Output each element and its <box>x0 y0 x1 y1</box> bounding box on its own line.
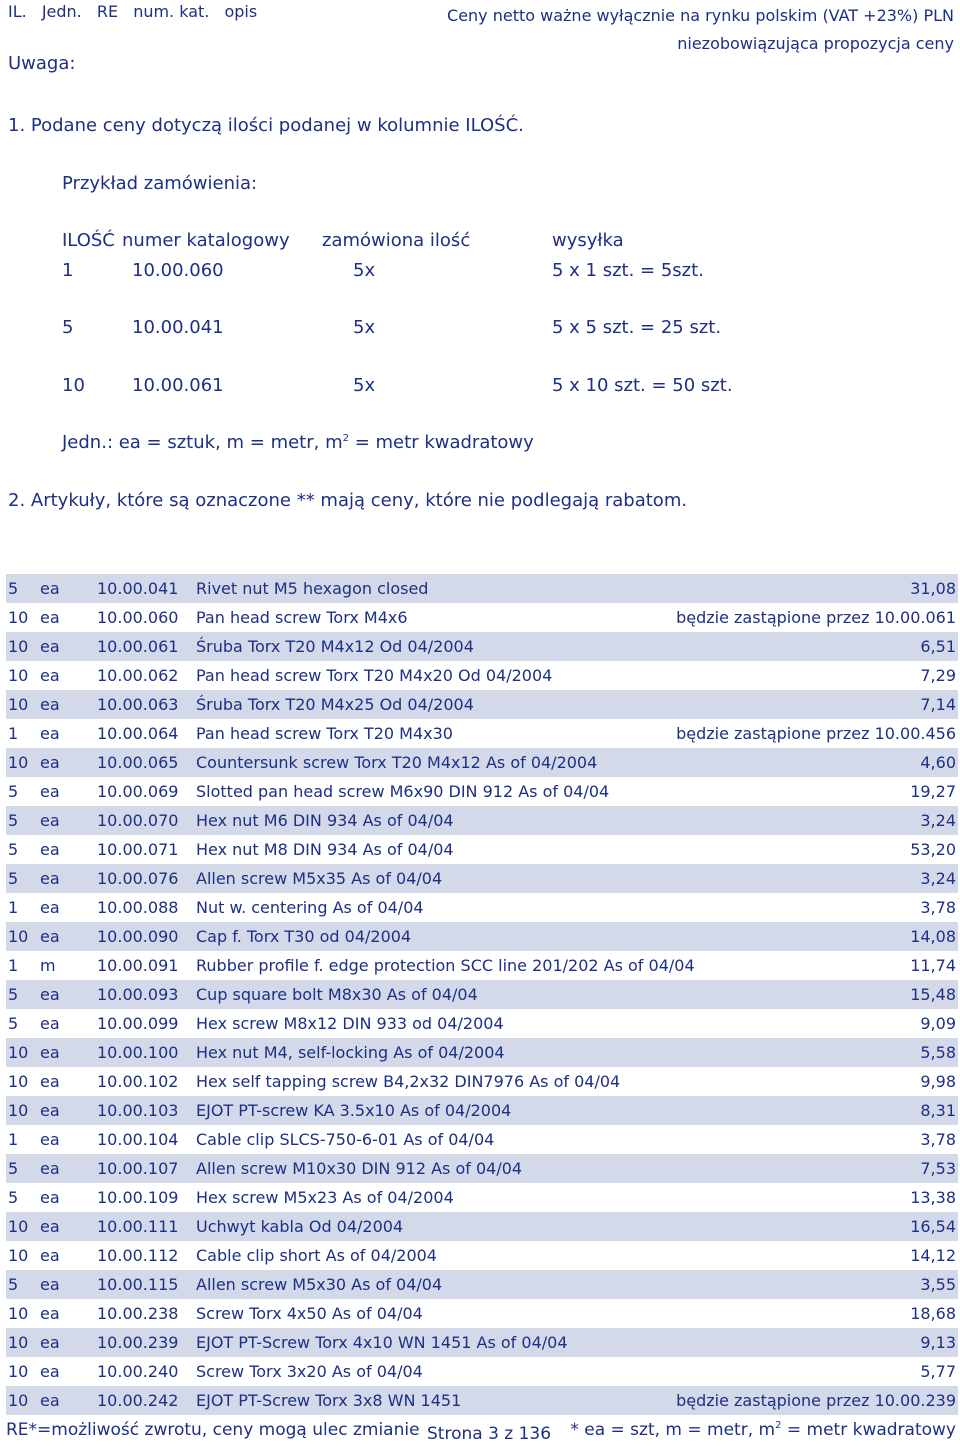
row-description: Hex nut M8 DIN 934 As of 04/04 <box>196 840 454 859</box>
row-price: 9,13 <box>920 1333 956 1352</box>
row-description: Uchwyt kabla Od 04/2004 <box>196 1217 404 1236</box>
row-unit: ea <box>40 1072 60 1091</box>
row-unit: ea <box>40 1014 60 1033</box>
row-unit: ea <box>40 1391 60 1410</box>
row-price: 7,14 <box>920 695 956 714</box>
row-unit: ea <box>40 1217 60 1236</box>
example-qty: 5 <box>62 317 74 338</box>
example-ordered: 5x <box>353 317 376 338</box>
row-qty: 10 <box>8 1217 29 1236</box>
row-catalog-number: 10.00.070 <box>97 811 179 830</box>
row-price: 7,53 <box>920 1159 956 1178</box>
row-price: 15,48 <box>910 985 956 1004</box>
row-unit: ea <box>40 1188 60 1207</box>
notice-point-1: 1. Podane ceny dotyczą ilości podanej w kolumnie ILOŚĆ. <box>8 115 524 136</box>
table-row <box>6 1154 958 1183</box>
table-row <box>6 951 958 980</box>
example-ordered: 5x <box>353 260 376 281</box>
table-row <box>6 748 958 777</box>
row-price: 3,55 <box>920 1275 956 1294</box>
row-description: Slotted pan head screw M6x90 DIN 912 As of 04/04 <box>196 782 610 801</box>
row-catalog-number: 10.00.041 <box>97 579 179 598</box>
header-col-il: IL. <box>8 2 27 21</box>
units-legend <box>62 432 534 453</box>
row-price: 3,24 <box>920 811 956 830</box>
example-header-ordered: zamówiona ilość <box>322 230 471 251</box>
row-catalog-number: 10.00.071 <box>97 840 179 859</box>
table-row <box>6 922 958 951</box>
price-disclaimer: niezobowiązująca propozycja ceny <box>677 34 954 53</box>
row-unit: ea <box>40 1362 60 1381</box>
row-qty: 5 <box>8 869 19 888</box>
table-row <box>6 893 958 922</box>
footer-units-sup: 2 <box>775 1420 782 1431</box>
row-description: Pan head screw Torx T20 M4x20 Od 04/2004 <box>196 666 553 685</box>
row-description: Screw Torx 4x50 As of 04/04 <box>196 1304 423 1323</box>
footer-units-text-end: = metr kwadratowy <box>781 1420 956 1440</box>
row-description: Pan head screw Torx T20 M4x30 <box>196 724 453 743</box>
row-qty: 10 <box>8 1304 29 1323</box>
row-qty: 10 <box>8 1362 29 1381</box>
row-price: 9,98 <box>920 1072 956 1091</box>
row-catalog-number: 10.00.069 <box>97 782 179 801</box>
row-price: 16,54 <box>910 1217 956 1236</box>
row-price: 7,29 <box>920 666 956 685</box>
row-catalog-number: 10.00.103 <box>97 1101 179 1120</box>
row-price: 18,68 <box>910 1304 956 1323</box>
example-shipping: 5 x 1 szt. = 5szt. <box>552 260 704 281</box>
row-unit: ea <box>40 811 60 830</box>
row-unit: ea <box>40 579 60 598</box>
row-unit: ea <box>40 1130 60 1149</box>
row-unit: ea <box>40 637 60 656</box>
table-row <box>6 1299 958 1328</box>
row-qty: 10 <box>8 666 29 685</box>
header-col-re: RE <box>96 2 119 21</box>
row-unit: ea <box>40 1246 60 1265</box>
table-row <box>6 980 958 1009</box>
row-qty: 10 <box>8 608 29 627</box>
table-row <box>6 1067 958 1096</box>
row-qty: 5 <box>8 840 19 859</box>
row-qty: 10 <box>8 1101 29 1120</box>
row-catalog-number: 10.00.061 <box>97 637 179 656</box>
header-col-unit: Jedn. <box>41 2 82 21</box>
example-qty: 10 <box>62 375 85 396</box>
row-price: 11,74 <box>910 956 956 975</box>
row-unit: ea <box>40 608 60 627</box>
row-qty: 5 <box>8 782 19 801</box>
row-qty: 10 <box>8 1391 29 1410</box>
row-catalog-number: 10.00.102 <box>97 1072 179 1091</box>
row-price: 4,60 <box>920 753 956 772</box>
example-ordered: 5x <box>353 375 376 396</box>
example-header-catalog: numer katalogowy <box>122 230 290 251</box>
row-price: 14,12 <box>910 1246 956 1265</box>
row-qty: 5 <box>8 1188 19 1207</box>
table-row <box>6 719 958 748</box>
example-shipping: 5 x 10 szt. = 50 szt. <box>552 375 733 396</box>
row-unit: ea <box>40 695 60 714</box>
header-col-catalog: num. kat. <box>133 2 210 21</box>
row-catalog-number: 10.00.100 <box>97 1043 179 1062</box>
row-qty: 10 <box>8 753 29 772</box>
row-unit: ea <box>40 927 60 946</box>
row-catalog-number: 10.00.060 <box>97 608 179 627</box>
row-qty: 5 <box>8 1159 19 1178</box>
row-qty: 1 <box>8 898 19 917</box>
row-price: 3,78 <box>920 898 956 917</box>
table-row <box>6 1328 958 1357</box>
table-row <box>6 864 958 893</box>
table-row <box>6 1009 958 1038</box>
row-description: Rivet nut M5 hexagon closed <box>196 579 429 598</box>
row-catalog-number: 10.00.093 <box>97 985 179 1004</box>
table-row <box>6 1270 958 1299</box>
header-col-desc: opis <box>224 2 258 21</box>
row-catalog-number: 10.00.065 <box>97 753 179 772</box>
units-legend-sup: 2 <box>342 433 349 444</box>
row-price: 8,31 <box>920 1101 956 1120</box>
row-catalog-number: 10.00.076 <box>97 869 179 888</box>
table-row <box>6 574 958 603</box>
row-catalog-number: 10.00.090 <box>97 927 179 946</box>
example-catalog: 10.00.041 <box>132 317 224 338</box>
row-unit: ea <box>40 782 60 801</box>
row-description: EJOT PT-screw KA 3.5x10 As of 04/2004 <box>196 1101 512 1120</box>
row-qty: 1 <box>8 956 19 975</box>
row-description: Screw Torx 3x20 As of 04/04 <box>196 1362 423 1381</box>
table-row <box>6 1212 958 1241</box>
row-price: 5,58 <box>920 1043 956 1062</box>
units-legend-text-end: = metr kwadratowy <box>349 432 534 453</box>
row-qty: 5 <box>8 1014 19 1033</box>
row-description: EJOT PT-Screw Torx 4x10 WN 1451 As of 04/04 <box>196 1333 568 1352</box>
table-row <box>6 1096 958 1125</box>
row-unit: ea <box>40 753 60 772</box>
row-description: Rubber profile f. edge protection SCC line 201/202 As of 04/04 <box>196 956 695 975</box>
row-qty: 10 <box>8 637 29 656</box>
row-description: Hex screw M8x12 DIN 933 od 04/2004 <box>196 1014 504 1033</box>
example-shipping: 5 x 5 szt. = 25 szt. <box>552 317 722 338</box>
table-row <box>6 777 958 806</box>
row-unit: ea <box>40 724 60 743</box>
row-unit: ea <box>40 840 60 859</box>
row-price: będzie zastąpione przez 10.00.061 <box>676 608 956 627</box>
row-unit: ea <box>40 1101 60 1120</box>
row-qty: 5 <box>8 811 19 830</box>
example-title: Przykład zamówienia: <box>62 173 258 194</box>
row-unit: ea <box>40 1275 60 1294</box>
table-row <box>6 1241 958 1270</box>
row-description: Hex self tapping screw B4,2x32 DIN7976 As of 04/04 <box>196 1072 621 1091</box>
row-description: Pan head screw Torx M4x6 <box>196 608 408 627</box>
table-row <box>6 1357 958 1386</box>
row-unit: ea <box>40 898 60 917</box>
row-catalog-number: 10.00.111 <box>97 1217 179 1236</box>
row-unit: ea <box>40 1304 60 1323</box>
row-qty: 1 <box>8 1130 19 1149</box>
table-row <box>6 1386 958 1415</box>
row-description: Cable clip short As of 04/2004 <box>196 1246 437 1265</box>
table-row <box>6 690 958 719</box>
row-unit: ea <box>40 985 60 1004</box>
table-row <box>6 835 958 864</box>
row-price: 14,08 <box>910 927 956 946</box>
row-catalog-number: 10.00.091 <box>97 956 179 975</box>
row-qty: 10 <box>8 1246 29 1265</box>
row-qty: 10 <box>8 1333 29 1352</box>
table-row <box>6 806 958 835</box>
units-legend-text: Jedn.: ea = sztuk, m = metr, m <box>62 432 343 453</box>
row-description: Hex screw M5x23 As of 04/2004 <box>196 1188 454 1207</box>
row-description: Allen screw M5x35 As of 04/04 <box>196 869 443 888</box>
row-unit: ea <box>40 1159 60 1178</box>
table-row <box>6 603 958 632</box>
row-description: Hex nut M6 DIN 934 As of 04/04 <box>196 811 454 830</box>
example-qty: 1 <box>62 260 74 281</box>
row-unit: ea <box>40 1333 60 1352</box>
row-description: Śruba Torx T20 M4x12 Od 04/2004 <box>196 637 474 656</box>
row-description: Allen screw M10x30 DIN 912 As of 04/04 <box>196 1159 523 1178</box>
row-price: będzie zastąpione przez 10.00.456 <box>676 724 956 743</box>
page-number: Strona 3 z 136 <box>427 1424 552 1444</box>
row-description: Cable clip SLCS-750-6-01 As of 04/04 <box>196 1130 495 1149</box>
row-catalog-number: 10.00.063 <box>97 695 179 714</box>
row-description: Allen screw M5x30 As of 04/04 <box>196 1275 443 1294</box>
row-description: Cap f. Torx T30 od 04/2004 <box>196 927 412 946</box>
row-catalog-number: 10.00.112 <box>97 1246 179 1265</box>
row-price: 6,51 <box>920 637 956 656</box>
notice-title: Uwaga: <box>8 53 76 74</box>
row-qty: 5 <box>8 985 19 1004</box>
row-description: EJOT PT-Screw Torx 3x8 WN 1451 <box>196 1391 462 1410</box>
row-qty: 10 <box>8 695 29 714</box>
row-qty: 10 <box>8 1072 29 1091</box>
row-catalog-number: 10.00.104 <box>97 1130 179 1149</box>
row-price: 13,38 <box>910 1188 956 1207</box>
row-price: 3,24 <box>920 869 956 888</box>
table-row <box>6 1038 958 1067</box>
row-price: 9,09 <box>920 1014 956 1033</box>
example-header-qty: ILOŚĆ <box>62 230 115 251</box>
row-catalog-number: 10.00.242 <box>97 1391 179 1410</box>
row-catalog-number: 10.00.238 <box>97 1304 179 1323</box>
example-catalog: 10.00.060 <box>132 260 224 281</box>
row-catalog-number: 10.00.109 <box>97 1188 179 1207</box>
row-unit: ea <box>40 1043 60 1062</box>
row-catalog-number: 10.00.107 <box>97 1159 179 1178</box>
row-description: Countersunk screw Torx T20 M4x12 As of 04/2004 <box>196 753 598 772</box>
price-note: Ceny netto ważne wyłącznie na rynku polskim (VAT +23%) PLN <box>447 6 954 25</box>
example-catalog: 10.00.061 <box>132 375 224 396</box>
row-description: Nut w. centering As of 04/04 <box>196 898 424 917</box>
row-price: 3,78 <box>920 1130 956 1149</box>
column-header-row <box>8 2 267 21</box>
table-row <box>6 661 958 690</box>
row-unit: ea <box>40 869 60 888</box>
row-qty: 5 <box>8 579 19 598</box>
row-catalog-number: 10.00.088 <box>97 898 179 917</box>
footer-returns-note: RE*=możliwość zwrotu, ceny mogą ulec zmianie <box>6 1420 420 1440</box>
example-header-shipping: wysyłka <box>552 230 624 251</box>
price-table <box>6 574 958 1415</box>
row-price: będzie zastąpione przez 10.00.239 <box>676 1391 956 1410</box>
row-unit: ea <box>40 666 60 685</box>
row-price: 53,20 <box>910 840 956 859</box>
row-catalog-number: 10.00.239 <box>97 1333 179 1352</box>
row-price: 19,27 <box>910 782 956 801</box>
row-catalog-number: 10.00.064 <box>97 724 179 743</box>
row-catalog-number: 10.00.062 <box>97 666 179 685</box>
price-header <box>447 2 954 58</box>
row-catalog-number: 10.00.099 <box>97 1014 179 1033</box>
row-qty: 5 <box>8 1275 19 1294</box>
row-price: 5,77 <box>920 1362 956 1381</box>
row-catalog-number: 10.00.115 <box>97 1275 179 1294</box>
row-qty: 10 <box>8 1043 29 1062</box>
notice-point-2: 2. Artykuły, które są oznaczone ** mają ceny, które nie podlegają rabatom. <box>8 490 688 511</box>
row-price: 31,08 <box>910 579 956 598</box>
row-description: Cup square bolt M8x30 As of 04/04 <box>196 985 478 1004</box>
footer-units-note <box>570 1420 956 1440</box>
table-row <box>6 632 958 661</box>
footer-units-text: * ea = szt, m = metr, m <box>570 1420 776 1440</box>
row-unit: m <box>40 956 56 975</box>
row-qty: 10 <box>8 927 29 946</box>
table-row <box>6 1125 958 1154</box>
row-description: Hex nut M4, self-locking As of 04/2004 <box>196 1043 505 1062</box>
table-row <box>6 1183 958 1212</box>
row-qty: 1 <box>8 724 19 743</box>
row-description: Śruba Torx T20 M4x25 Od 04/2004 <box>196 695 474 714</box>
row-catalog-number: 10.00.240 <box>97 1362 179 1381</box>
